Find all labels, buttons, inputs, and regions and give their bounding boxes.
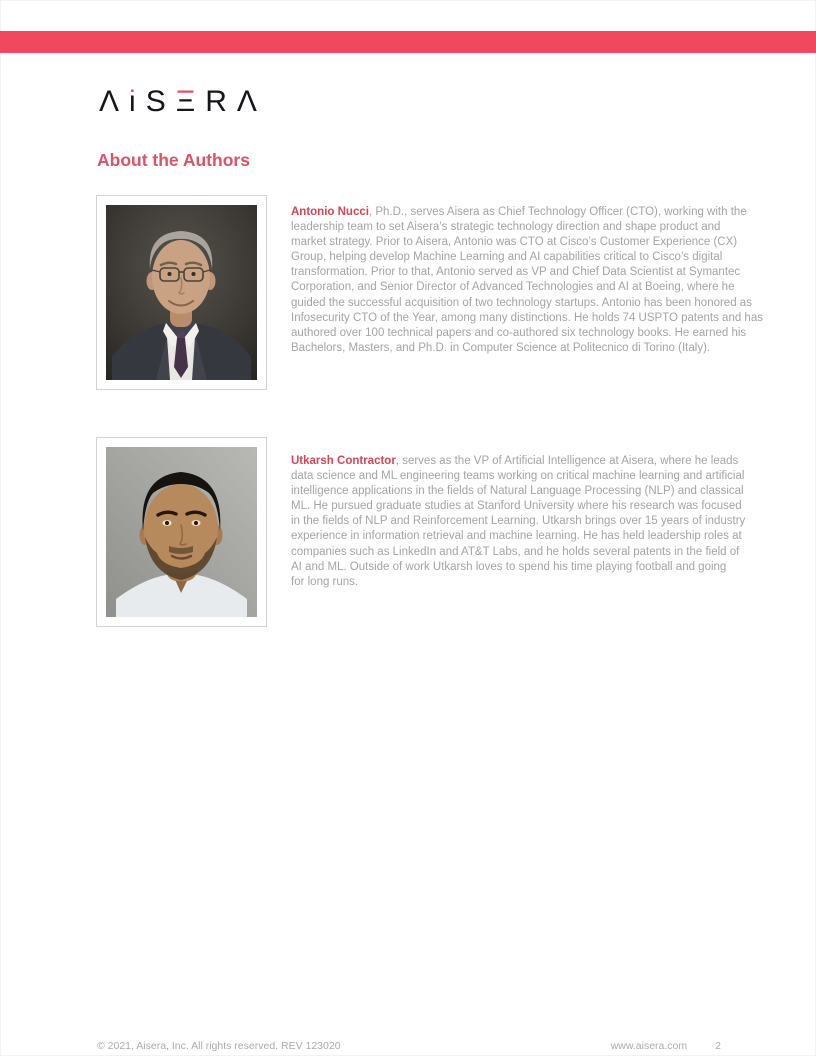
bio-line: Group, helping develop Machine Learning and AI capabilities critical to Cisco’s digital: [291, 251, 723, 264]
footer-page-number: 2: [715, 1040, 721, 1052]
bio-line: intelligence applications in the fields of Natural Language Processing (NLP) and classical: [291, 485, 744, 498]
bio-line: companies such as LinkedIn and AT&T Labs, and he holds several patents in the field of: [291, 545, 740, 558]
bio-line: leadership team to set Aisera’s strategic technology direction and shape product and: [291, 221, 721, 234]
footer-website-link[interactable]: www.aisera.com: [610, 1040, 688, 1052]
logo-letter-a1: Λ: [99, 85, 120, 118]
aisera-logo: [99, 87, 257, 117]
bio-line: [291, 205, 761, 220]
bio-text: , serves as the VP of Artificial Intelligence at Aisera, where he leads: [395, 455, 739, 467]
bio-line: Bachelors, Masters, and Ph.D. in Computer Science at Politecnico di Torino (Italy).: [291, 341, 711, 354]
author-bio-antonio-nucci: [291, 205, 761, 356]
logo-letter-a2: Λ: [236, 85, 257, 118]
bio-line: ML. He pursued graduate studies at Stanford University where his research was focused: [291, 500, 742, 513]
portrait-antonio-nucci-illustration: [106, 205, 257, 380]
bio-line: [291, 454, 761, 469]
bio-line: experience in information retrieval and machine learning. He has held leadership roles at: [291, 530, 742, 543]
bio-line: authored over 100 technical papers and co-authored six technology books. He earned his: [291, 326, 747, 339]
page-title: About the Authors: [97, 150, 250, 170]
logo-letter-r: R: [205, 85, 227, 118]
bio-line: AI and ML. Outside of work Utkarsh loves to spend his time playing football and going: [291, 560, 727, 573]
author-name-antonio-nucci: Antonio Nucci: [291, 206, 369, 218]
bio-text: , Ph.D., serves Aisera as Chief Technology Officer (CTO), working with the: [368, 206, 747, 218]
bio-line: Corporation, and Senior Director of Advanced Technologies and AI at Boeing, where he: [291, 281, 735, 294]
bio-line: Infosecurity CTO of the Year, among many distinctions. He holds 74 USPTO patents and has: [291, 311, 763, 324]
author-bio-utkarsh-contractor: [291, 454, 761, 590]
portrait-utkarsh-contractor-illustration: [106, 447, 257, 617]
author-name-utkarsh-contractor: Utkarsh Contractor: [291, 455, 396, 467]
logo-letter-s: S: [145, 85, 166, 118]
author-photo-utkarsh-contractor: [96, 437, 267, 627]
page-footer: [97, 1040, 721, 1052]
bio-line: in the fields of NLP and Reinforcement Learning. Utkarsh brings over 15 years of industry: [291, 515, 746, 528]
footer-copyright: © 2021, Aisera, Inc. All rights reserved. REV 123020: [97, 1040, 341, 1052]
bio-line: market strategy. Prior to Aisera, Antonio was CTO at Cisco’s Customer Experience (CX): [291, 236, 738, 249]
bio-line: data science and ML engineering teams working on critical machine learning and artificial: [291, 470, 745, 483]
bio-line: for long runs.: [291, 575, 359, 588]
logo-letter-e-red-bar: Ξ: [175, 85, 196, 118]
bio-line: guided the successful acquisition of two technology startups. Antonio has been honored as: [291, 296, 752, 309]
bio-line: transformation. Prior to that, Antonio served as VP and Chief Data Scientist at Symantec: [291, 266, 741, 279]
top-banner: [0, 31, 816, 53]
logo-letter-i-red-dot: i: [129, 85, 136, 118]
author-photo-antonio-nucci: [96, 195, 267, 390]
